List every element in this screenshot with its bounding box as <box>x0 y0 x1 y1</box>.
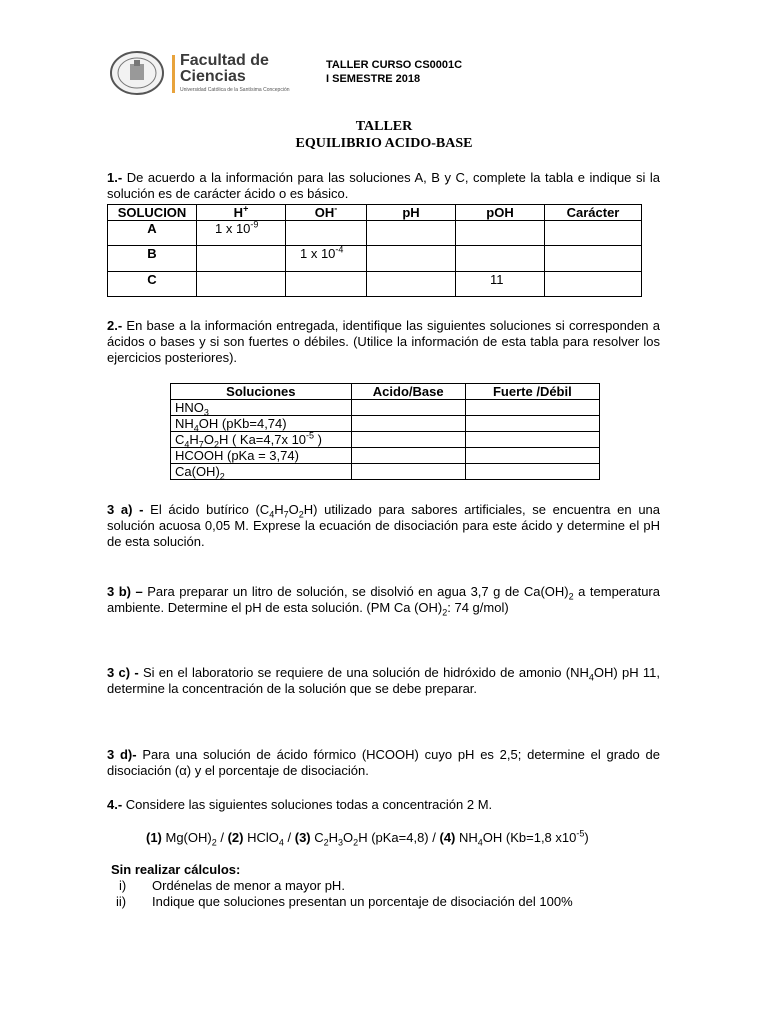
col-header-acido-base: Acido/Base <box>351 384 465 400</box>
university-seal <box>108 50 166 96</box>
col-header-solucion: SOLUCION <box>108 205 197 221</box>
logo-divider <box>172 55 175 93</box>
question-3a: 3 a) - El ácido butírico $(C_4H_7O_2H)$ utilizado para sabores artificiales, se encuentra en una solución acuosa 0,05 M. Exprese la ecuación de disociación para este ácido y determine el pH de esta solución. <box>107 502 661 549</box>
table-2 <box>170 383 600 480</box>
table-row: $NH_4OH$ (pKb=4,74) <box>171 416 600 432</box>
question-3b: 3 b) – Para preparar un litro de solución, se disolvió en agua 3,7 g de $Ca(OH)_2$ a temperatura ambiente. Determine el pH de esta solución. (PM Ca $(OH)_2$: 74 g/mol) <box>107 584 660 618</box>
col-header-soluciones: Soluciones <box>171 384 352 400</box>
faculty-name-line2: Ciencias <box>180 68 246 85</box>
table-row: A 1 x $10^{-9}$ <box>108 221 642 246</box>
table-row: $HNO_3$ <box>171 400 600 416</box>
question-4: 4.- Considere las siguientes soluciones todas a concentración 2 M. <box>107 797 493 812</box>
table-row: C 11 <box>108 272 642 297</box>
col-header-caracter: Carácter <box>545 205 642 221</box>
title-line1: TALLER <box>355 119 413 134</box>
list-item: Ordénelas de menor a mayor pH. <box>152 878 345 893</box>
question-3c: 3 c) - Si en el laboratorio se requiere de una solución de hidróxido de amonio $(NH_4OH)$ pH 11, determine la concentración de la solución que se debe preparar. <box>107 665 661 696</box>
table-row: B 1 x $10^{-4}$ <box>108 246 642 272</box>
semester-label: I SEMESTRE 2018 <box>326 73 421 85</box>
col-header-ph: pH <box>367 205 456 221</box>
table-row: $C_4H_7O_2H$ ( Ka=4,7x $10^{-5}$ ) <box>171 432 600 448</box>
faculty-name-line1: Facultad de <box>180 52 269 69</box>
question-text: De acuerdo a la información para las soluciones A, B y C, complete la tabla e indique si la solución es de carácter ácido o es básico. <box>107 170 660 201</box>
col-header-h: H+ <box>197 205 286 221</box>
question-number: 1.- <box>107 170 123 185</box>
list-item-marker: ii) <box>116 894 127 909</box>
instruction-label: Sin realizar cálculos: <box>111 862 241 877</box>
list-item-marker: i) <box>119 878 127 893</box>
col-header-oh: OH- <box>286 205 367 221</box>
list-item: Indique que soluciones presentan un porcentaje de disociación del 100% <box>152 894 573 909</box>
university-name: Universidad Católica de la Santísima Concepción <box>180 87 290 93</box>
table-1 <box>107 204 642 297</box>
table-row: $Ca(OH)_2$ <box>171 464 600 480</box>
course-label: TALLER CURSO CS0001C <box>326 59 463 71</box>
question-1 <box>107 170 660 202</box>
col-header-poh: pOH <box>456 205 545 221</box>
table-row: HCOOH (pKa = 3,74) <box>171 448 600 464</box>
title-line2: EQUILIBRIO ACIDO-BASE <box>295 136 473 151</box>
col-header-fuerte-debil: Fuerte /Débil <box>465 384 599 400</box>
solutions-list: (1) $Mg(OH)_2 / (2)$ HClO$_4$ / (3) $C_2H_3O_2H$ (pKa=4,8) / (4) $NH_4OH$ (Kb=1,8 $x10^{-5}$) <box>146 828 589 848</box>
question-2: 2.- En base a la información entregada, identifique las siguientes soluciones si corresponden a ácidos o bases y si son fuertes o débiles. (Utilice la información de esta tabla para resolver los ejercicios posteriores). <box>107 318 660 365</box>
question-3d: 3 d)- Para una solución de ácido fórmico (HCOOH) cuyo pH es 2,5; determine el grado de disociación (α) y el porcentaje de disociación. <box>107 747 660 778</box>
